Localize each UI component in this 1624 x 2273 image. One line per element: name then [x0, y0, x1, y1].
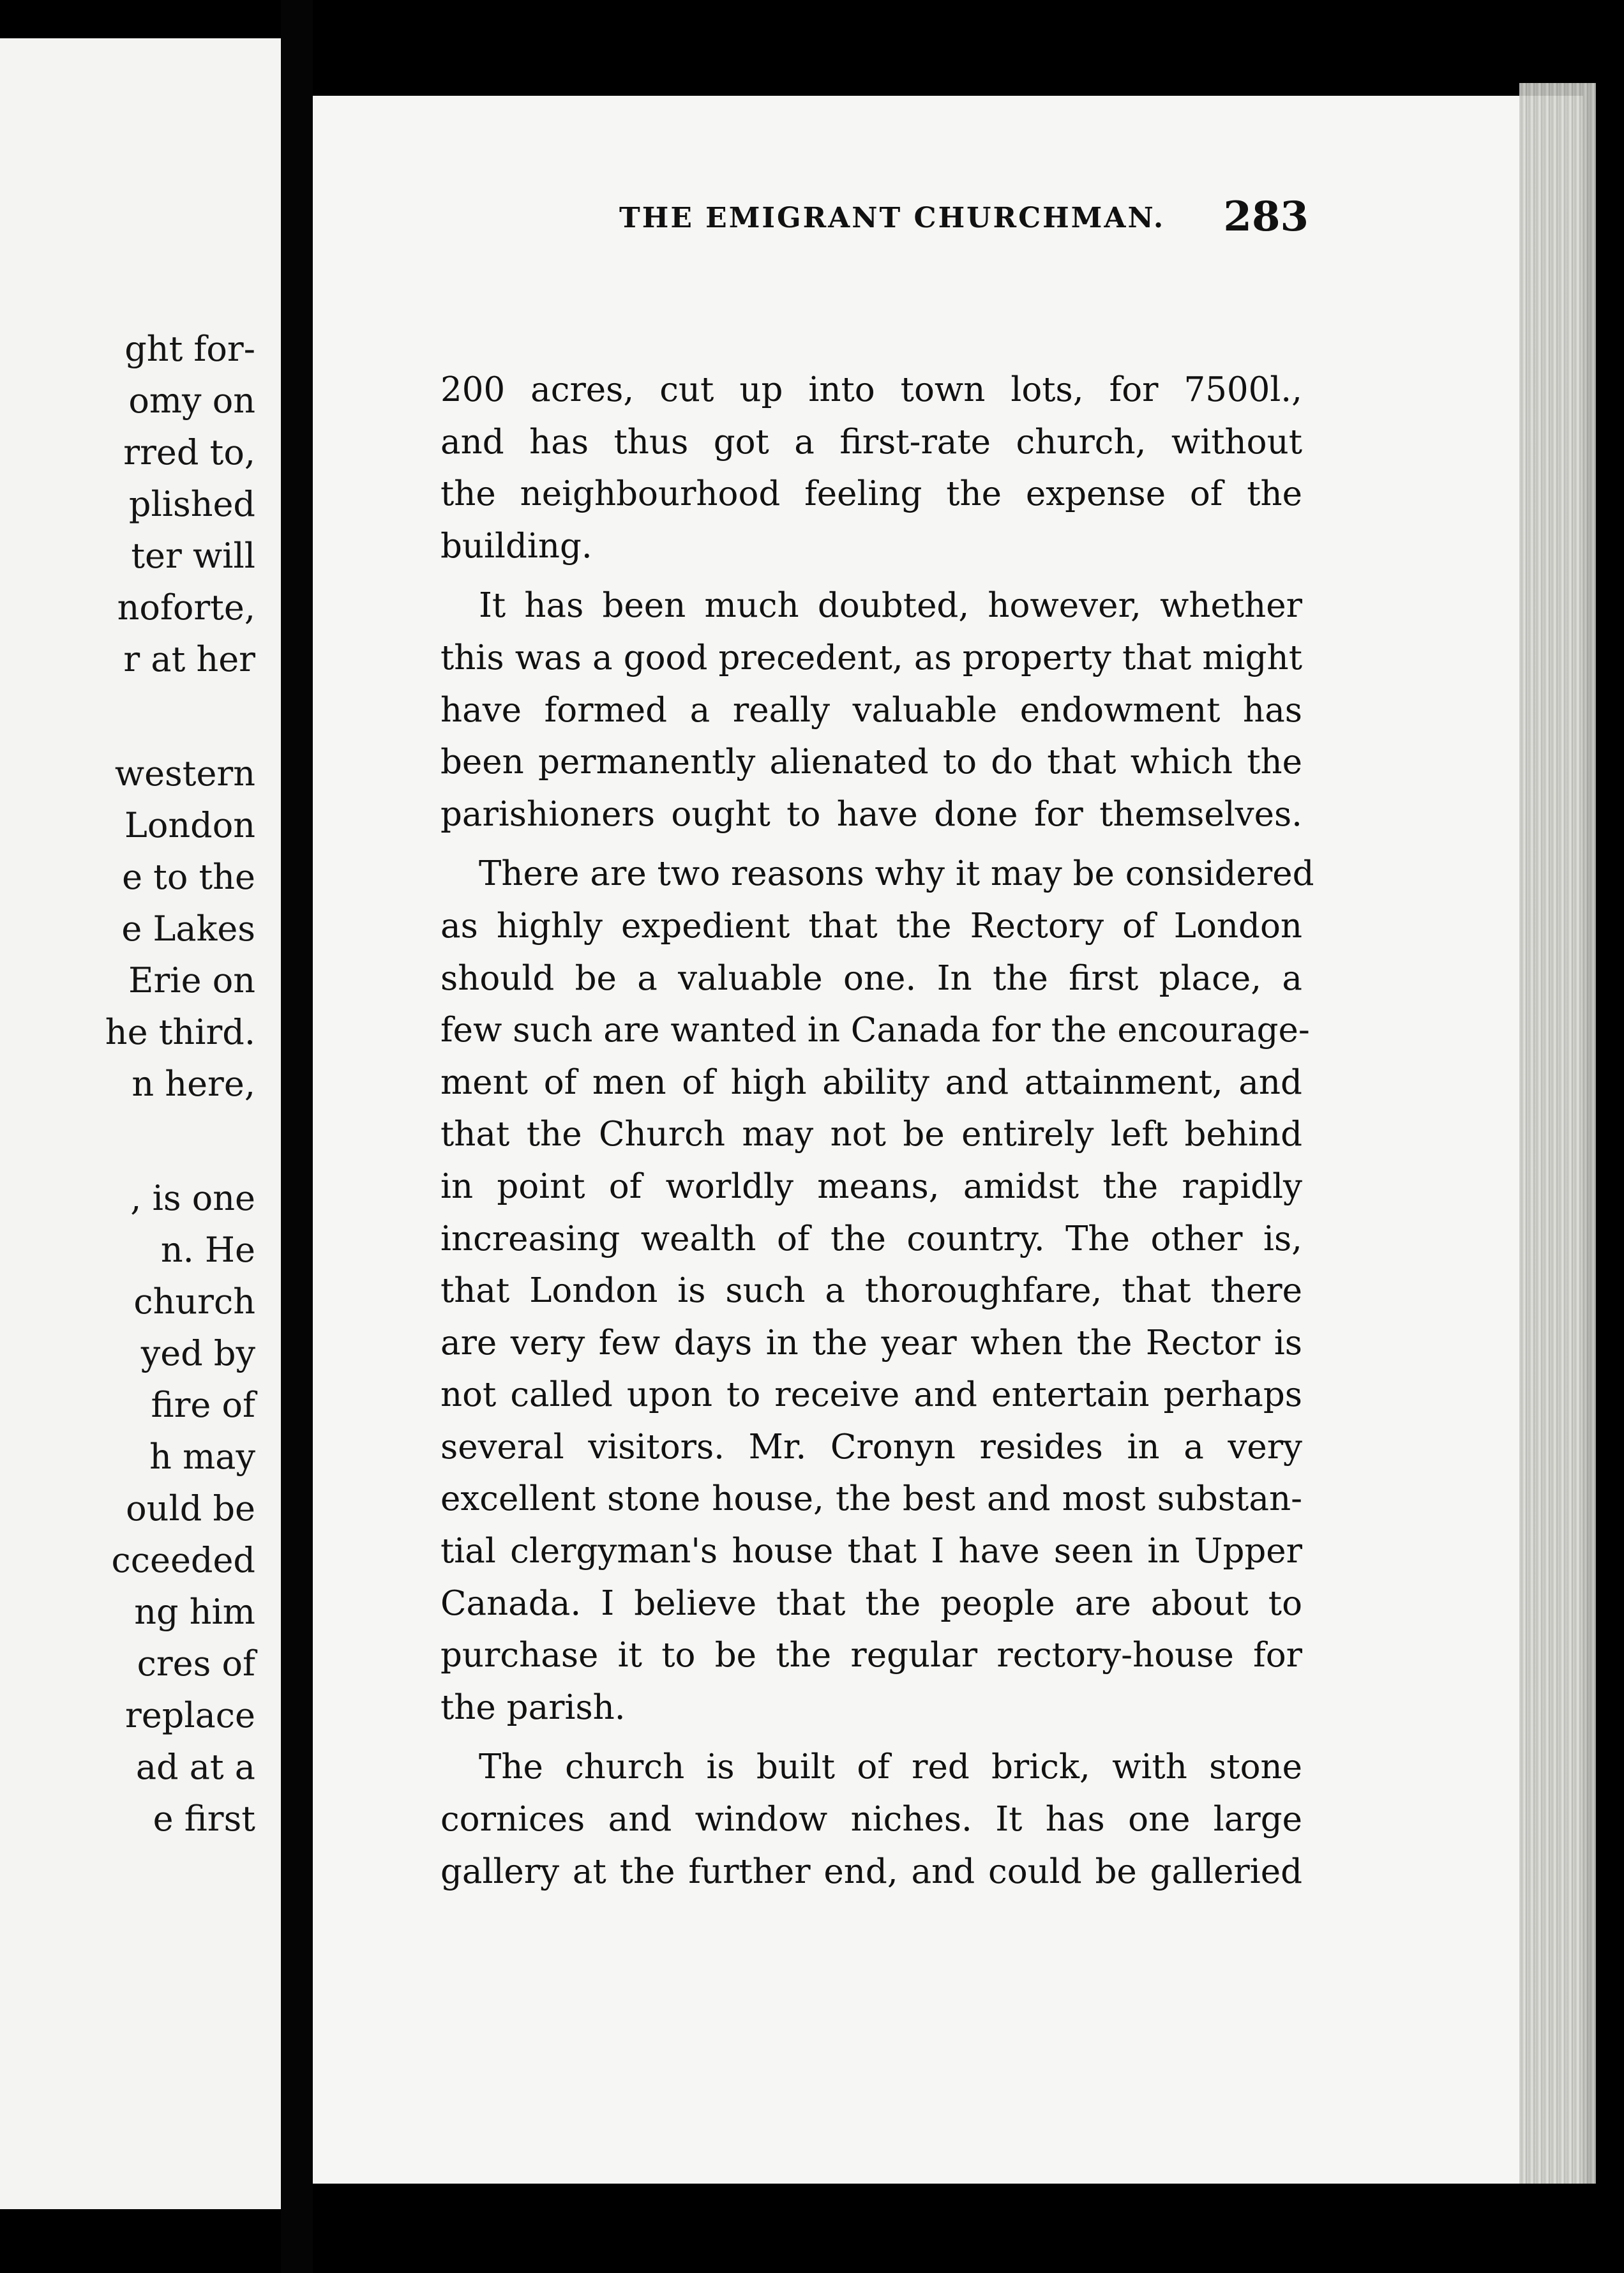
- text-line: this was a good precedent, as property that might: [440, 638, 1302, 677]
- previous-page-line: plished: [128, 484, 255, 524]
- previous-page-line: cres of: [137, 1643, 255, 1684]
- text-line: parishioners ought to have done for themselves.: [440, 794, 1302, 834]
- text-line: not called upon to receive and entertain perhaps: [440, 1375, 1302, 1415]
- previous-page-line: he third.: [105, 1012, 255, 1052]
- text-line: that London is such a thoroughfare, that there: [440, 1271, 1302, 1311]
- previous-page-line: ght for-: [124, 329, 255, 369]
- body-text: [440, 364, 1314, 1898]
- page-number: 283: [1223, 193, 1309, 241]
- running-title: THE EMIGRANT CHURCHMAN.: [619, 202, 1166, 234]
- previous-page-line: replace: [124, 1695, 255, 1735]
- previous-page-line: yed by: [140, 1333, 255, 1373]
- previous-page-line: h may: [149, 1437, 255, 1477]
- text-line: are very few days in the year when the Rector is: [440, 1323, 1302, 1363]
- previous-page-line: e Lakes: [121, 909, 255, 949]
- previous-page-line: e to the: [122, 857, 255, 897]
- text-line: have formed a really valuable endowment has: [440, 690, 1302, 730]
- book-gutter: [281, 0, 313, 2273]
- previous-page: [0, 38, 281, 2209]
- previous-page-line: , is one: [130, 1178, 255, 1218]
- text-line: There are two reasons why it may be considered: [479, 854, 1314, 894]
- paragraph: [440, 364, 1302, 572]
- text-line: the parish.: [440, 1688, 626, 1727]
- previous-page-line: church: [133, 1281, 255, 1322]
- text-line: that the Church may not be entirely left behind: [440, 1115, 1302, 1154]
- text-line: purchase it to be the regular rectory-house for: [440, 1636, 1302, 1675]
- text-line: been permanently alienated to do that which the: [440, 743, 1302, 782]
- text-line: should be a valuable one. In the first place, a: [440, 958, 1302, 998]
- text-line: and has thus got a first-rate church, without: [440, 422, 1302, 462]
- text-line: The church is built of red brick, with stone: [479, 1748, 1302, 1787]
- text-line: building.: [440, 526, 592, 566]
- paragraph: [440, 580, 1302, 840]
- running-head: [619, 193, 1309, 244]
- previous-page-line: cceeded: [111, 1540, 255, 1580]
- text-line: as highly expedient that the Rectory of London: [440, 906, 1302, 946]
- previous-page-line: western: [114, 753, 255, 794]
- text-line: in point of worldly means, amidst the rapidly: [440, 1167, 1302, 1206]
- text-line: few such are wanted in Canada for the encourage-: [440, 1011, 1310, 1050]
- previous-page-line: fire of: [151, 1385, 255, 1425]
- previous-page-line: ter will: [131, 536, 255, 576]
- text-line: tial clergyman's house that I have seen in Upper: [440, 1532, 1302, 1571]
- text-line: excellent stone house, the best and most substan-: [440, 1479, 1302, 1519]
- text-line: Canada. I believe that the people are about to: [440, 1583, 1302, 1623]
- previous-page-line: ould be: [126, 1488, 255, 1529]
- previous-page-line: rred to,: [123, 432, 255, 472]
- previous-page-line: r at her: [123, 639, 255, 679]
- previous-page-line: Erie on: [128, 960, 255, 1001]
- previous-page-line: London: [124, 805, 255, 845]
- text-line: the neighbourhood feeling the expense of the: [440, 474, 1302, 514]
- text-line: cornices and window niches. It has one large: [440, 1800, 1302, 1839]
- text-line: several visitors. Mr. Cronyn resides in a very: [440, 1427, 1302, 1467]
- previous-page-line: noforte,: [117, 587, 255, 628]
- text-line: ment of men of high ability and attainment, and: [440, 1062, 1302, 1102]
- previous-page-line: ad at a: [135, 1747, 255, 1787]
- text-line: 200 acres, cut up into town lots, for 7500l.,: [440, 370, 1302, 409]
- page-edges: [1519, 83, 1596, 2184]
- paragraph: [440, 1741, 1302, 1898]
- previous-page-line: n here,: [132, 1064, 255, 1104]
- paragraph: [440, 848, 1314, 1733]
- previous-page-line: e first: [153, 1799, 255, 1839]
- previous-page-line: omy on: [128, 381, 255, 421]
- text-line: increasing wealth of the country. The other is,: [440, 1219, 1302, 1258]
- previous-page-line: n. He: [160, 1230, 255, 1270]
- previous-page-line: ng him: [134, 1592, 255, 1632]
- text-line: gallery at the further end, and could be galleried: [440, 1852, 1302, 1891]
- text-line: It has been much doubted, however, whether: [479, 586, 1302, 626]
